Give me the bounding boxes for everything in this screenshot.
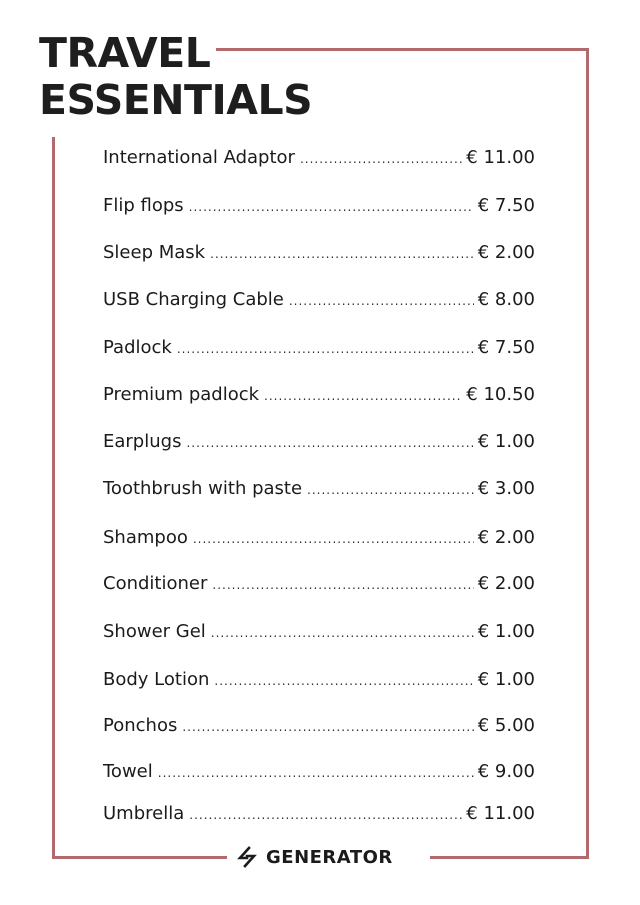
price-list-item xyxy=(103,803,535,829)
item-price: € 11.00 xyxy=(466,803,535,824)
item-name: Body Lotion xyxy=(103,669,210,690)
item-name: Conditioner xyxy=(103,573,208,594)
price-list-item xyxy=(103,573,535,599)
generator-bolt-icon xyxy=(236,846,258,868)
leader-dots xyxy=(214,674,473,688)
item-name: Padlock xyxy=(103,337,172,358)
leader-dots xyxy=(289,294,474,308)
item-name: Toothbrush with paste xyxy=(103,478,303,499)
price-list-item xyxy=(103,337,535,363)
price-list-item xyxy=(103,147,535,173)
leader-dots xyxy=(307,483,474,497)
leader-dots xyxy=(189,808,462,822)
price-list-item xyxy=(103,384,535,410)
price-list-item xyxy=(103,761,535,787)
leader-dots xyxy=(186,436,473,450)
item-name: International Adaptor xyxy=(103,147,295,168)
frame-bottom-left-border xyxy=(52,856,227,859)
item-name: Umbrella xyxy=(103,803,185,824)
brand-name: GENERATOR xyxy=(266,846,393,868)
price-list-item xyxy=(103,242,535,268)
brand-logo xyxy=(236,844,393,870)
item-name: USB Charging Cable xyxy=(103,289,284,310)
price-list-item xyxy=(103,527,535,553)
price-list-item xyxy=(103,289,535,315)
item-price: € 1.00 xyxy=(477,669,535,690)
item-name: Sleep Mask xyxy=(103,242,206,263)
leader-dots xyxy=(211,626,474,640)
item-name: Shampoo xyxy=(103,527,188,548)
item-price: € 1.00 xyxy=(477,621,535,642)
leader-dots xyxy=(210,247,474,261)
leader-dots xyxy=(212,578,473,592)
item-price: € 10.50 xyxy=(466,384,535,405)
leader-dots xyxy=(177,342,474,356)
item-price: € 7.50 xyxy=(477,195,535,216)
frame-right-border xyxy=(586,48,589,859)
leader-dots xyxy=(193,532,474,546)
item-price: € 3.00 xyxy=(477,478,535,499)
item-price: € 11.00 xyxy=(466,147,535,168)
item-name: Ponchos xyxy=(103,715,178,736)
item-price: € 1.00 xyxy=(477,431,535,452)
item-name: Premium padlock xyxy=(103,384,260,405)
price-list-item xyxy=(103,195,535,221)
leader-dots xyxy=(182,720,473,734)
leader-dots xyxy=(158,766,474,780)
item-price: € 2.00 xyxy=(477,573,535,594)
price-list-item xyxy=(103,715,535,741)
item-price: € 7.50 xyxy=(477,337,535,358)
item-price: € 5.00 xyxy=(477,715,535,736)
price-list-item xyxy=(103,621,535,647)
item-price: € 2.00 xyxy=(477,527,535,548)
item-name: Towel xyxy=(103,761,153,782)
leader-dots xyxy=(300,152,462,166)
price-list-item xyxy=(103,669,535,695)
leader-dots xyxy=(264,389,462,403)
item-name: Flip flops xyxy=(103,195,184,216)
frame-left-border xyxy=(52,137,55,859)
title-line-2: ESSENTIALS xyxy=(39,76,313,124)
item-price: € 9.00 xyxy=(477,761,535,782)
title-line-1: TRAVEL xyxy=(39,29,211,77)
item-price: € 2.00 xyxy=(477,242,535,263)
item-price: € 8.00 xyxy=(477,289,535,310)
frame-bottom-right-border xyxy=(430,856,589,859)
page-title xyxy=(39,30,312,124)
leader-dots xyxy=(189,200,474,214)
price-list-item xyxy=(103,431,535,457)
price-list-item xyxy=(103,478,535,504)
item-name: Earplugs xyxy=(103,431,182,452)
item-name: Shower Gel xyxy=(103,621,206,642)
